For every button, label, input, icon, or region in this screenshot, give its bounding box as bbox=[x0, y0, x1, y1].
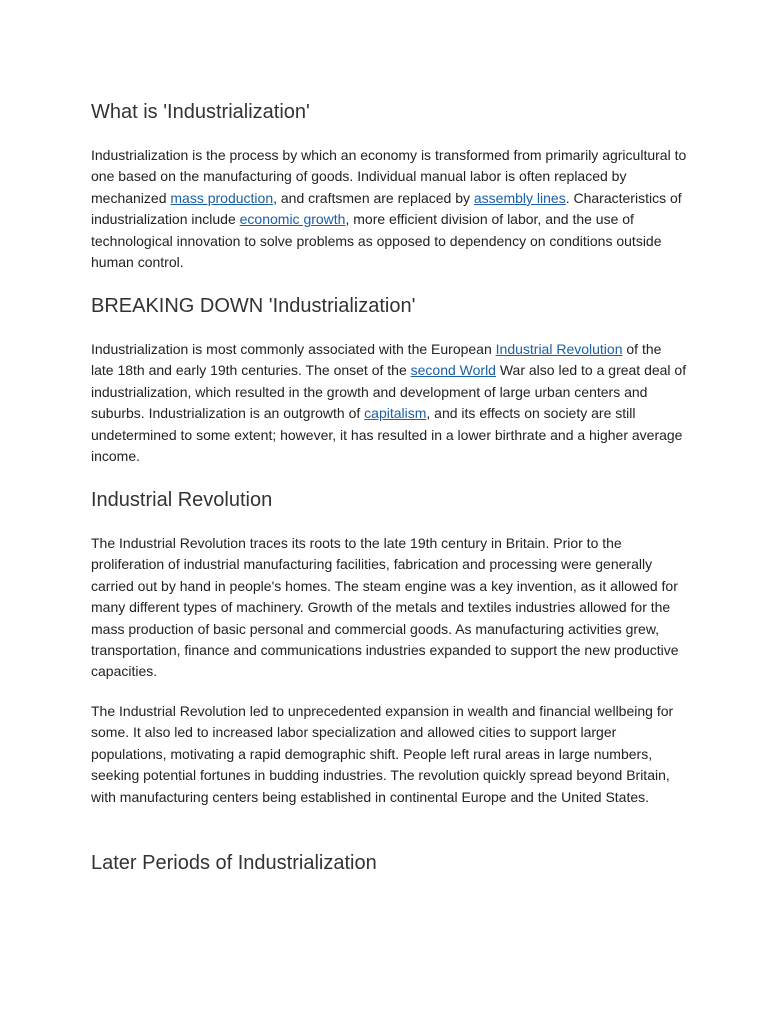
heading-breaking-down: BREAKING DOWN 'Industrialization' bbox=[91, 295, 416, 317]
heading-industrial-revolution: Industrial Revolution bbox=[91, 489, 273, 511]
text-fragment: Industrialization is the process by which an economy is transformed from primarily agricultural to one based on the manufacturing of goods. Individual manual labor is often replaced by mechanized bbox=[91, 147, 687, 206]
link-assembly-lines[interactable]: assembly lines bbox=[473, 189, 566, 206]
paragraph-industrial-revolution-1: The Industrial Revolution traces its roots to the late 19th century in Britain. Prior to the proliferation of industrial manufacturing facilities, fabrication and processing were generally carried out by hand in people's homes. The steam engine was a key invention, as it allowed for many different types of machinery. Growth of the metals and textiles industries allowed for the mass production of basic personal and commercial goods. As manufacturing activities grew, transportation, finance and communications industries expanded to support the new productive capacities. bbox=[91, 535, 679, 680]
heading-what-is-industrialization: What is 'Industrialization' bbox=[91, 101, 310, 123]
paragraph-industrial-revolution-2: The Industrial Revolution led to unprecedented expansion in wealth and financial wellbeing for some. It also led to increased labor specialization and allowed cities to support larger populations, motivating a rapid demographic shift. People left rural areas in large numbers, seeking potential fortunes in budding industries. The revolution quickly spread beyond Britain, with manufacturing centers being established in continental Europe and the United States. bbox=[91, 703, 674, 805]
text-fragment: , more efficient division of labor, and the use of technological innovation to solve problems as opposed to dependency on conditions outside human control. bbox=[91, 211, 662, 271]
text-fragment: , and its effects on society are still undetermined to some extent; however, it has resulted in a lower birthrate and a higher average income. bbox=[91, 405, 683, 465]
paragraph-breaking-down bbox=[91, 339, 687, 467]
link-mass-production[interactable]: mass production bbox=[170, 189, 274, 206]
link-capitalism[interactable]: capitalism bbox=[364, 405, 427, 422]
text-fragment: War also led to a great deal of industrialization, which resulted in the growth and development of large urban centers and suburbs. Industrialization is an outgrowth of bbox=[91, 362, 687, 422]
text-fragment: of the late 18th and early 19th centuries. The onset of the bbox=[91, 341, 662, 379]
paragraph-definition bbox=[91, 145, 687, 273]
text-fragment: Industrialization is most commonly associated with the European bbox=[91, 341, 496, 357]
link-industrial-revolution[interactable]: Industrial Revolution bbox=[495, 341, 623, 357]
link-second-world[interactable]: second World bbox=[410, 362, 496, 379]
text-fragment: . Characteristics of industrialization include bbox=[91, 189, 682, 228]
heading-later-periods: Later Periods of Industrialization bbox=[91, 852, 377, 874]
link-economic-growth[interactable]: economic growth bbox=[239, 211, 346, 228]
text-fragment: , and craftsmen are replaced by bbox=[273, 189, 474, 206]
